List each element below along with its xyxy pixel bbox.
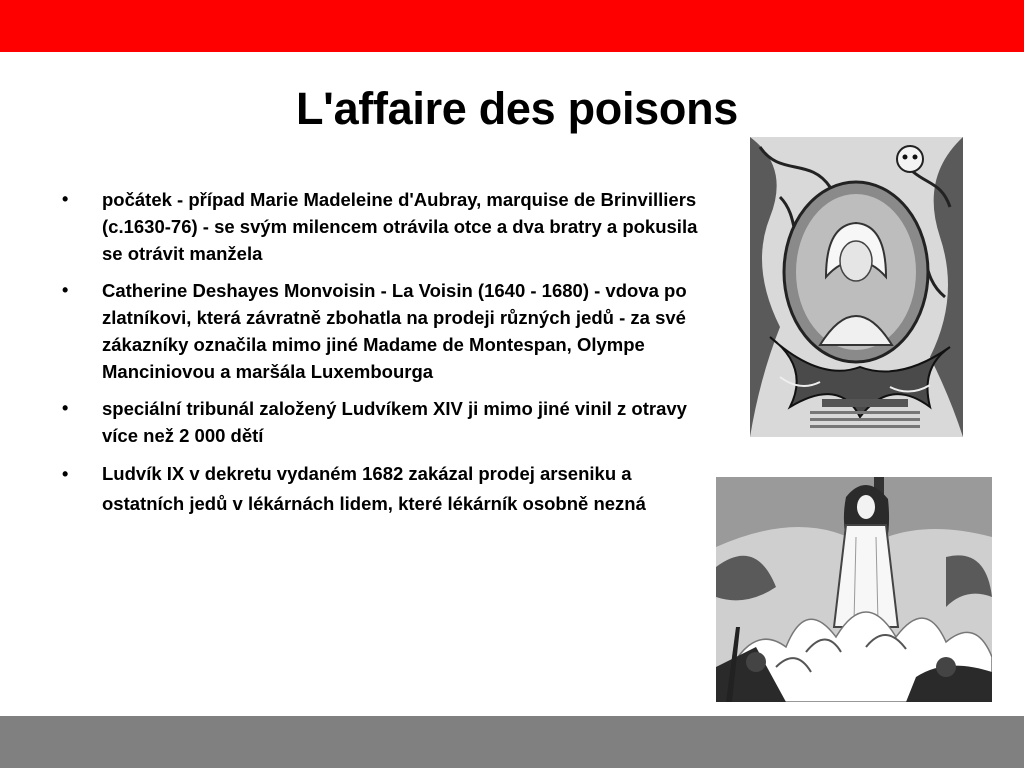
- bullet-dot: •: [62, 398, 69, 418]
- burning-at-stake-image: [716, 477, 992, 702]
- engraving-portrait-image: [750, 137, 963, 437]
- bottom-gray-bar: [0, 716, 1024, 768]
- bullet-list: [62, 186, 712, 529]
- bullet-dot: •: [62, 280, 69, 300]
- bullet-dot: •: [62, 189, 69, 209]
- bullet-dot: •: [62, 464, 69, 484]
- bullet-item: [62, 459, 712, 519]
- bullet-text: speciální tribunál založený Ludvíkem XIV ji mimo jiné vinil z otravy více než 2 000 dětí: [102, 398, 687, 446]
- bullet-text: Catherine Deshayes Monvoisin - La Voisin (1640 - 1680) - vdova po zlatníkovi, která závratně zbohatla na prodeji různých jedů - za své zákazníky označila mimo jiné Madame de Montespan, Olympe Manciniovou a maršála Luxembourga: [102, 280, 687, 382]
- bullet-text: Ludvík IX v dekretu vydaném 1682 zakázal prodej arseniku a ostatních jedů v lékárnách lidem, které lékárník osobně nezná: [102, 463, 646, 514]
- bullet-item: [62, 186, 712, 267]
- bullet-item: [62, 395, 712, 449]
- slide-title: L'affaire des poisons: [295, 83, 738, 134]
- bullet-item: [62, 277, 712, 385]
- top-red-bar: [0, 0, 1024, 52]
- bullet-text: počátek - případ Marie Madeleine d'Aubray, marquise de Brinvilliers (c.1630-76) - se svým milencem otrávila otce a dva bratry a pokusila se otrávit manžela: [102, 189, 698, 264]
